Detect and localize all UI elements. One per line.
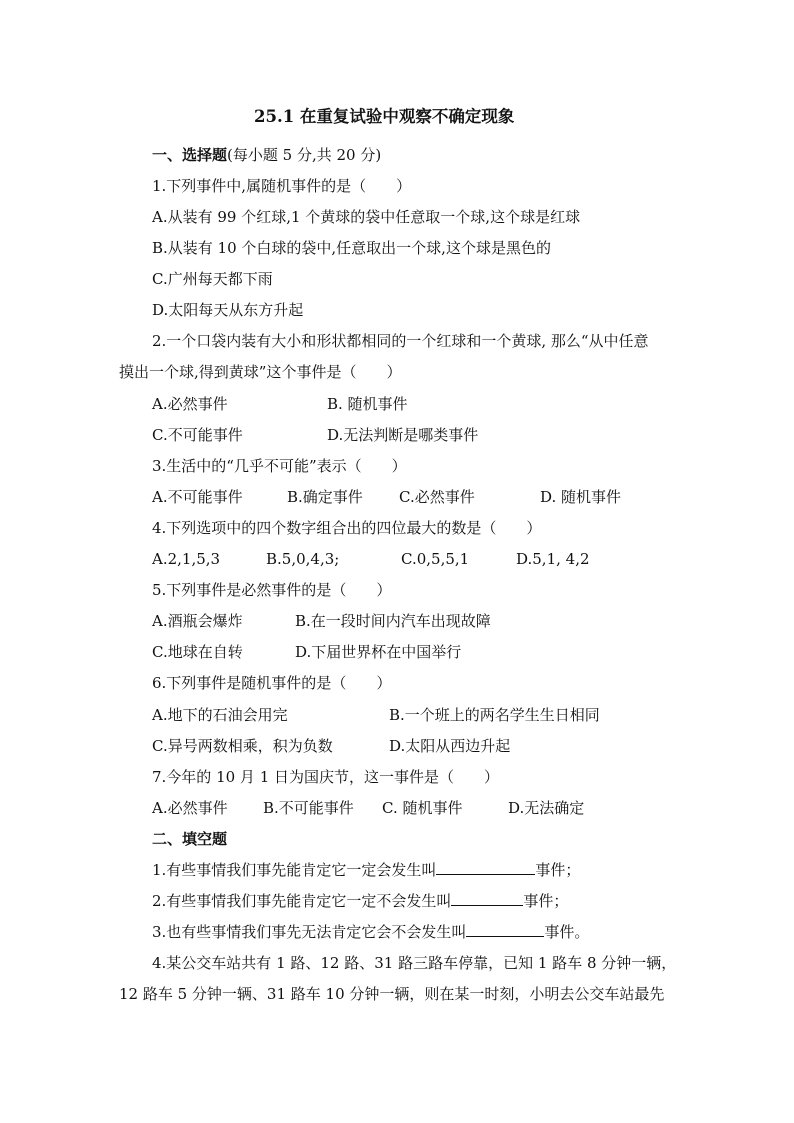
- question-3-option-a: A.不可能事件: [152, 488, 243, 506]
- question-3-option-b: B.确定事件: [287, 488, 363, 506]
- question-2-option-d: D.无法判断是哪类事件: [327, 426, 479, 444]
- page-title: 25.1 在重复试验中观察不确定现象: [254, 107, 515, 126]
- question-1-option-c: C.广州每天都下雨: [152, 270, 273, 288]
- section-note: (每小题 5 分,共 20 分): [227, 146, 382, 164]
- question-2-stem-line1: 2.一个口袋内装有大小和形状都相同的一个红球和一个黄球, 那么“从中任意: [152, 332, 649, 350]
- fill-2-suffix: 事件；: [523, 892, 569, 910]
- question-6-option-a: A.地下的石油会用完: [152, 706, 288, 724]
- question-5-option-d: D.下届世界杯在中国举行: [295, 643, 462, 661]
- question-7-option-a: A.必然事件: [152, 799, 228, 817]
- question-7-option-b: B.不可能事件: [263, 799, 354, 817]
- question-6-option-c: C.异号两数相乘，积为负数: [152, 737, 333, 755]
- answer-blank[interactable]: [466, 922, 544, 937]
- fill-1-suffix: 事件；: [535, 861, 581, 879]
- question-7-option-d: D.无法确定: [508, 799, 585, 817]
- question-4-stem: 4.下列选项中的四个数字组合出的四位最大的数是（ ）: [152, 519, 542, 537]
- fill-question-2: [152, 891, 568, 911]
- question-6-stem: 6.下列事件是随机事件的是（ ）: [152, 674, 392, 692]
- question-1-option-b: B.从装有 10 个白球的袋中,任意取出一个球,这个球是黑色的: [152, 239, 551, 257]
- answer-blank[interactable]: [451, 891, 523, 906]
- question-4-option-d: D.5,1, 4,2: [516, 550, 590, 568]
- question-5-option-b: B.在一段时间内汽车出现故障: [295, 612, 491, 630]
- question-5-option-a: A.酒瓶会爆炸: [152, 612, 243, 630]
- question-7-stem: 7.今年的 10 月 1 日为国庆节，这一事件是（ ）: [152, 768, 500, 786]
- question-1-option-a: A.从装有 99 个红球,1 个黄球的袋中任意取一个球,这个球是红球: [152, 208, 581, 226]
- section-heading-fill: 二、填空题: [152, 830, 228, 848]
- question-5-option-c: C.地球在自转: [152, 643, 243, 661]
- question-6-option-b: B.一个班上的两名学生生日相同: [389, 706, 600, 724]
- fill-2-prefix: 2.有些事情我们事先能肯定它一定不会发生叫: [152, 892, 452, 910]
- question-3-option-d: D. 随机事件: [540, 488, 622, 506]
- question-3-stem: 3.生活中的“几乎不可能”表示（ ）: [152, 457, 407, 475]
- fill-question-4-line2: 12 路车 5 分钟一辆、31 路车 10 分钟一辆，则在某一时刻，小明去公交车站最先: [119, 985, 665, 1003]
- question-2-stem-line2: 摸出一个球,得到黄球”这个事件是（ ）: [119, 363, 402, 381]
- question-2-option-b: B. 随机事件: [327, 395, 408, 413]
- question-1-option-d: D.太阳每天从东方升起: [152, 301, 304, 319]
- fill-question-3: [152, 922, 589, 942]
- section-heading-choice: [152, 145, 381, 165]
- fill-1-prefix: 1.有些事情我们事先能肯定它一定会发生叫: [152, 861, 437, 879]
- question-6-option-d: D.太阳从西边升起: [389, 737, 511, 755]
- fill-question-1: [152, 860, 580, 880]
- question-1-stem: 1.下列事件中,属随机事件的是（ ）: [152, 177, 412, 195]
- fill-3-suffix: 事件。: [544, 923, 590, 941]
- question-4-option-a: A.2,1,5,3: [152, 550, 221, 568]
- section-heading-text: 一、选择题: [152, 146, 228, 164]
- question-3-option-c: C.必然事件: [399, 488, 475, 506]
- question-2-option-a: A.必然事件: [152, 395, 228, 413]
- question-2-option-c: C.不可能事件: [152, 426, 243, 444]
- answer-blank[interactable]: [436, 860, 535, 875]
- fill-question-4-line1: 4.某公交车站共有 1 路、12 路、31 路三路车停靠，已知 1 路车 8 分钟一辆，: [152, 954, 677, 972]
- question-4-option-b: B.5,0,4,3;: [266, 550, 340, 568]
- question-5-stem: 5.下列事件是必然事件的是（ ）: [152, 581, 392, 599]
- fill-3-prefix: 3.也有些事情我们事先无法肯定它会不会发生叫: [152, 923, 467, 941]
- question-4-option-c: C.0,5,5,1: [401, 550, 470, 568]
- question-7-option-c: C. 随机事件: [382, 799, 463, 817]
